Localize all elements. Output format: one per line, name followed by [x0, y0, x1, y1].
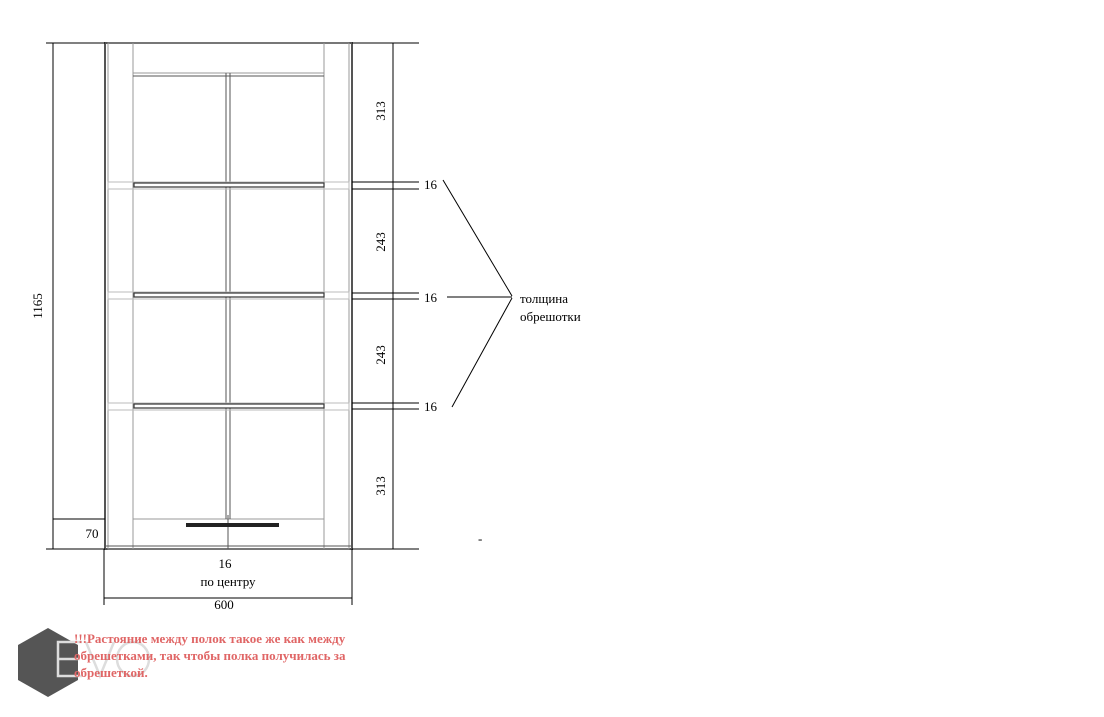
- annotation-leaders: [443, 180, 512, 407]
- middle-lower-section-label: 243: [373, 345, 388, 365]
- note-line-3: обрешеткой.: [74, 665, 148, 680]
- total-height-label: 1165: [30, 293, 45, 319]
- stray-dash: -: [478, 531, 483, 546]
- batten-middle-thickness-label: 16: [424, 290, 437, 305]
- note-line-1: !!!Растояние между полок такое же как между: [74, 631, 346, 646]
- right-stile: [324, 43, 349, 549]
- top-section-label: 313: [373, 101, 388, 121]
- total-width-label: 600: [214, 597, 234, 612]
- logo-hexagon: [18, 628, 78, 697]
- height-dimension: [46, 43, 105, 549]
- door-handle: [186, 523, 279, 527]
- battens: [108, 182, 349, 410]
- bottom-section-label: 313: [373, 476, 388, 496]
- batten-thickness-label-line1: толщина: [520, 291, 569, 306]
- door-gap-label: 16: [218, 556, 232, 571]
- batten-top: [108, 182, 349, 189]
- top-rail: [133, 43, 324, 73]
- plinth-height-label: 70: [85, 526, 99, 541]
- batten-thickness-label-line2: обрешотки: [520, 309, 581, 324]
- middle-upper-section-label: 243: [373, 232, 388, 252]
- batten-bottom-thickness-label: 16: [424, 399, 437, 414]
- note-line-2: обрешетками, так чтобы полка получилась за: [74, 648, 346, 663]
- center-note-label: по центру: [200, 574, 256, 589]
- batten-bottom: [108, 403, 349, 410]
- batten-top-thickness-label: 16: [424, 177, 437, 192]
- evo-logo: [0, 0, 149, 697]
- batten-middle: [108, 292, 349, 299]
- left-stile: [108, 43, 133, 549]
